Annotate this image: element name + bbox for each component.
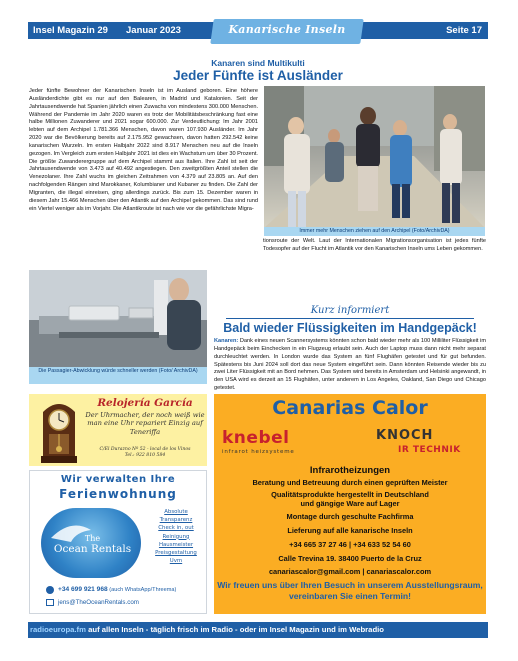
knoch-logo: KNOCH xyxy=(376,428,434,443)
cc-line: Qualitätsprodukte hergestellt in Deutschland xyxy=(271,490,429,499)
ocean-phone[interactable] xyxy=(58,586,206,593)
cc-line: Beratung und Betreuung durch einen geprüften Meister xyxy=(252,478,448,487)
cc-line: und gängige Ware auf Lager xyxy=(300,499,400,508)
article-body-column-1: Jeder fünfte Bewohner der Kanarischen Inseln ist im Ausland geboren. Eine höhere Ausländerdichte gibt es nur auf den Balearen, in Madrid und Katalonien. Seit der Jahrtausendwende hat Spanien jährlich einen Zuwachs von mindestens 300.000 Menschen. Während der Pandemie im Jahr 2020 waren es trotz der Mobilitätsbeschränkung fast eine halbe Millionen Zuwanderer und 2021 sogar 600.000. Zur Verdeutlichung: Im Jahr 2001 lebten auf dem Archipel 1.781.366 Menschen, davon waren 107.930 Ausländer. Im Jahr 2020 war die Bevölkerung bereits auf 2.175.952 gewachsen, davon hatten 292.542 keine kanarischen Wurzeln. Im ersten Halbjahr 2022 sind 8.917 Menschen neu auf die Inseln gezogen. Im Vergleich zum ersten Halbjahr 2021 ist dies ein Wachstum um über 30 Prozent. Die größte Zuwanderergruppe auf dem Archipel stammt aus Italien. Ihre Zahl ist seit der Jahrtausendwende von 3.473 auf 40.492 angestiegen. Den zweitgrößten Anteil stellen die Venezolaner. Ihre Zahl wuchs im gleichen Zeitrahmen von 4.379 auf 23.805 an. Auf den nachfolgenden Rängen sind Marokkaner, Kolumbianer und Kubaner zu finden. Die Zahl der Migranten, die illegal einreisen, ging allerdings zurück. Bis zum 15. Dezember waren in diesem Jahr 15.466 Menschen über den Atlantik auf den Archipel gekommen. Das sind rund ein Viertel weniger als im Vorjahr. Die Atlantikroute ist nach wie vor die gefährlichste Migra- xyxy=(29,88,258,212)
service-item[interactable]: Uvm xyxy=(169,558,183,565)
photo-caption-street: Immer mehr Menschen ziehen auf den Archipel (Foto/ArchivDA) xyxy=(264,227,485,236)
relojeria-phone: Tel.: 922 810 584 xyxy=(124,453,166,459)
ocean-brand-the: The xyxy=(84,534,101,543)
short-news-title: Bald wieder Flüssigkeiten im Handgepäck! xyxy=(223,321,477,335)
ocean-brand xyxy=(45,533,140,555)
cc-line: Lieferung auf alle kanarische Inseln xyxy=(287,526,413,535)
short-news-lead: Kanaren: xyxy=(214,338,239,344)
clock-icon xyxy=(37,398,81,464)
airport-scanner-photo xyxy=(29,270,207,368)
brand-title: Kanarische Inseln xyxy=(228,23,346,36)
knoch-subtitle: IR TECHNIK xyxy=(398,445,461,455)
footer-bar xyxy=(28,622,488,638)
canarias-calor-title: Canarias Calor xyxy=(272,397,428,419)
cc-phones[interactable]: +34 665 37 27 46 | +34 633 52 54 60 xyxy=(289,540,411,549)
ocean-brand-name: Ocean Rentals xyxy=(53,543,132,555)
street-crowd-photo xyxy=(264,86,485,228)
relojeria-name: Relojería García xyxy=(97,397,193,409)
ocean-email[interactable]: jens@TheOceanRentals.com xyxy=(58,599,139,606)
service-item[interactable]: Absolute xyxy=(164,509,188,515)
street-crowd-illustration xyxy=(264,86,485,228)
relojeria-contact xyxy=(85,447,205,459)
service-item[interactable]: Transparenz xyxy=(159,517,193,524)
service-item[interactable]: Hausmeister xyxy=(158,541,194,548)
article-kicker: Kanaren sind Multikulti xyxy=(211,58,305,68)
service-item[interactable]: Preisgestaltung xyxy=(155,550,197,557)
article-body-column-2: tionsroute der Welt. Laut der Internationalen Migrationsorganisation ist jedes fünfte Todesopfer auf der Flucht im Atlantik vor den Kanarischen Inseln ums Leben gekommen. xyxy=(263,238,486,252)
knebel-logo: knebel xyxy=(222,428,290,448)
canarias-calor-footer: Wir freuen uns über Ihren Besuch in unserem Ausstellungsraum, vereinbaren Sie einen Termin! xyxy=(217,580,483,601)
cc-line: Montage durch geschulte Fachfirma xyxy=(286,512,414,521)
relojeria-address: C/El Durazno Nº 52 - local de los Vinos xyxy=(99,447,191,452)
canarias-calor-heading: Infrarotheizungen xyxy=(309,465,391,476)
issue-date: Januar 2023 xyxy=(126,25,181,36)
ocean-phone-note: (auch WhatsApp/Threema) xyxy=(107,587,177,593)
ocean-headline-1: Wir verwalten Ihre xyxy=(60,474,176,485)
airport-scanner-illustration xyxy=(29,270,207,368)
service-item[interactable]: Reinigung xyxy=(162,533,190,540)
photo-caption-airport: Die Passagier-Abwicklung würde schneller werden (Foto/ ArchivDA) xyxy=(29,367,207,384)
cc-address: Calle Trevina 19. 38400 Puerto de la Cruz xyxy=(278,554,422,563)
footer-text: auf allen Inseln - täglich frisch im Radio - oder im Insel Magazin und im Webradio xyxy=(85,625,384,634)
magazine-issue: Insel Magazin 29 xyxy=(33,25,108,36)
knebel-subtitle: infrarot heizsysteme xyxy=(222,449,295,455)
relojeria-slogan: Der Uhrmacher, der noch weiß wie man eine Uhr repariert Einzig auf Teneriffa xyxy=(85,411,205,436)
page-number: Seite 17 xyxy=(446,25,482,36)
service-item[interactable]: Check in, out xyxy=(158,525,194,532)
short-news-body xyxy=(214,338,486,392)
footer-link[interactable]: radioeuropa.fm xyxy=(30,625,86,634)
ocean-services-list xyxy=(150,508,202,565)
ocean-headline-2: Ferienwohnung xyxy=(59,487,177,501)
ocean-phone-number: +34 699 921 968 xyxy=(58,586,108,593)
mail-icon xyxy=(46,599,54,606)
cc-contact[interactable]: canariascalor@gmail.com | canariascalor.com xyxy=(268,567,432,576)
kicker-rule xyxy=(226,318,474,319)
whatsapp-icon xyxy=(46,586,54,594)
short-news-text: Dank eines neuen Scannersystems könnten schon bald wieder mehr als 100 Milliliter Flüssigkeit im Handgepäck beim Einchecken in ein Flugzeug erlaubt sein. Auch der Laptop muss dann nicht mehr separat durchleuchtet werden. In London wurde das System an fünf Flughäfen getestet und für gut befunden. Spätestens bis Juni 2024 soll dort das neue System eingeführt sein. Dann könnten Reisende wieder bis zu zwei Liter Flüssigkeit mit an Bord nehmen. Das System wird bereits in Amsterdam und Helsinki angewandt, in den USA wird es derzeit an 15 Flughäfen, unter anderem in Los Angeles, Oakland, San Diego und Chicago getestet. xyxy=(214,338,486,392)
short-news-kicker: Kurz informiert xyxy=(310,305,390,316)
article-title: Jeder Fünfte ist Ausländer xyxy=(173,68,343,83)
